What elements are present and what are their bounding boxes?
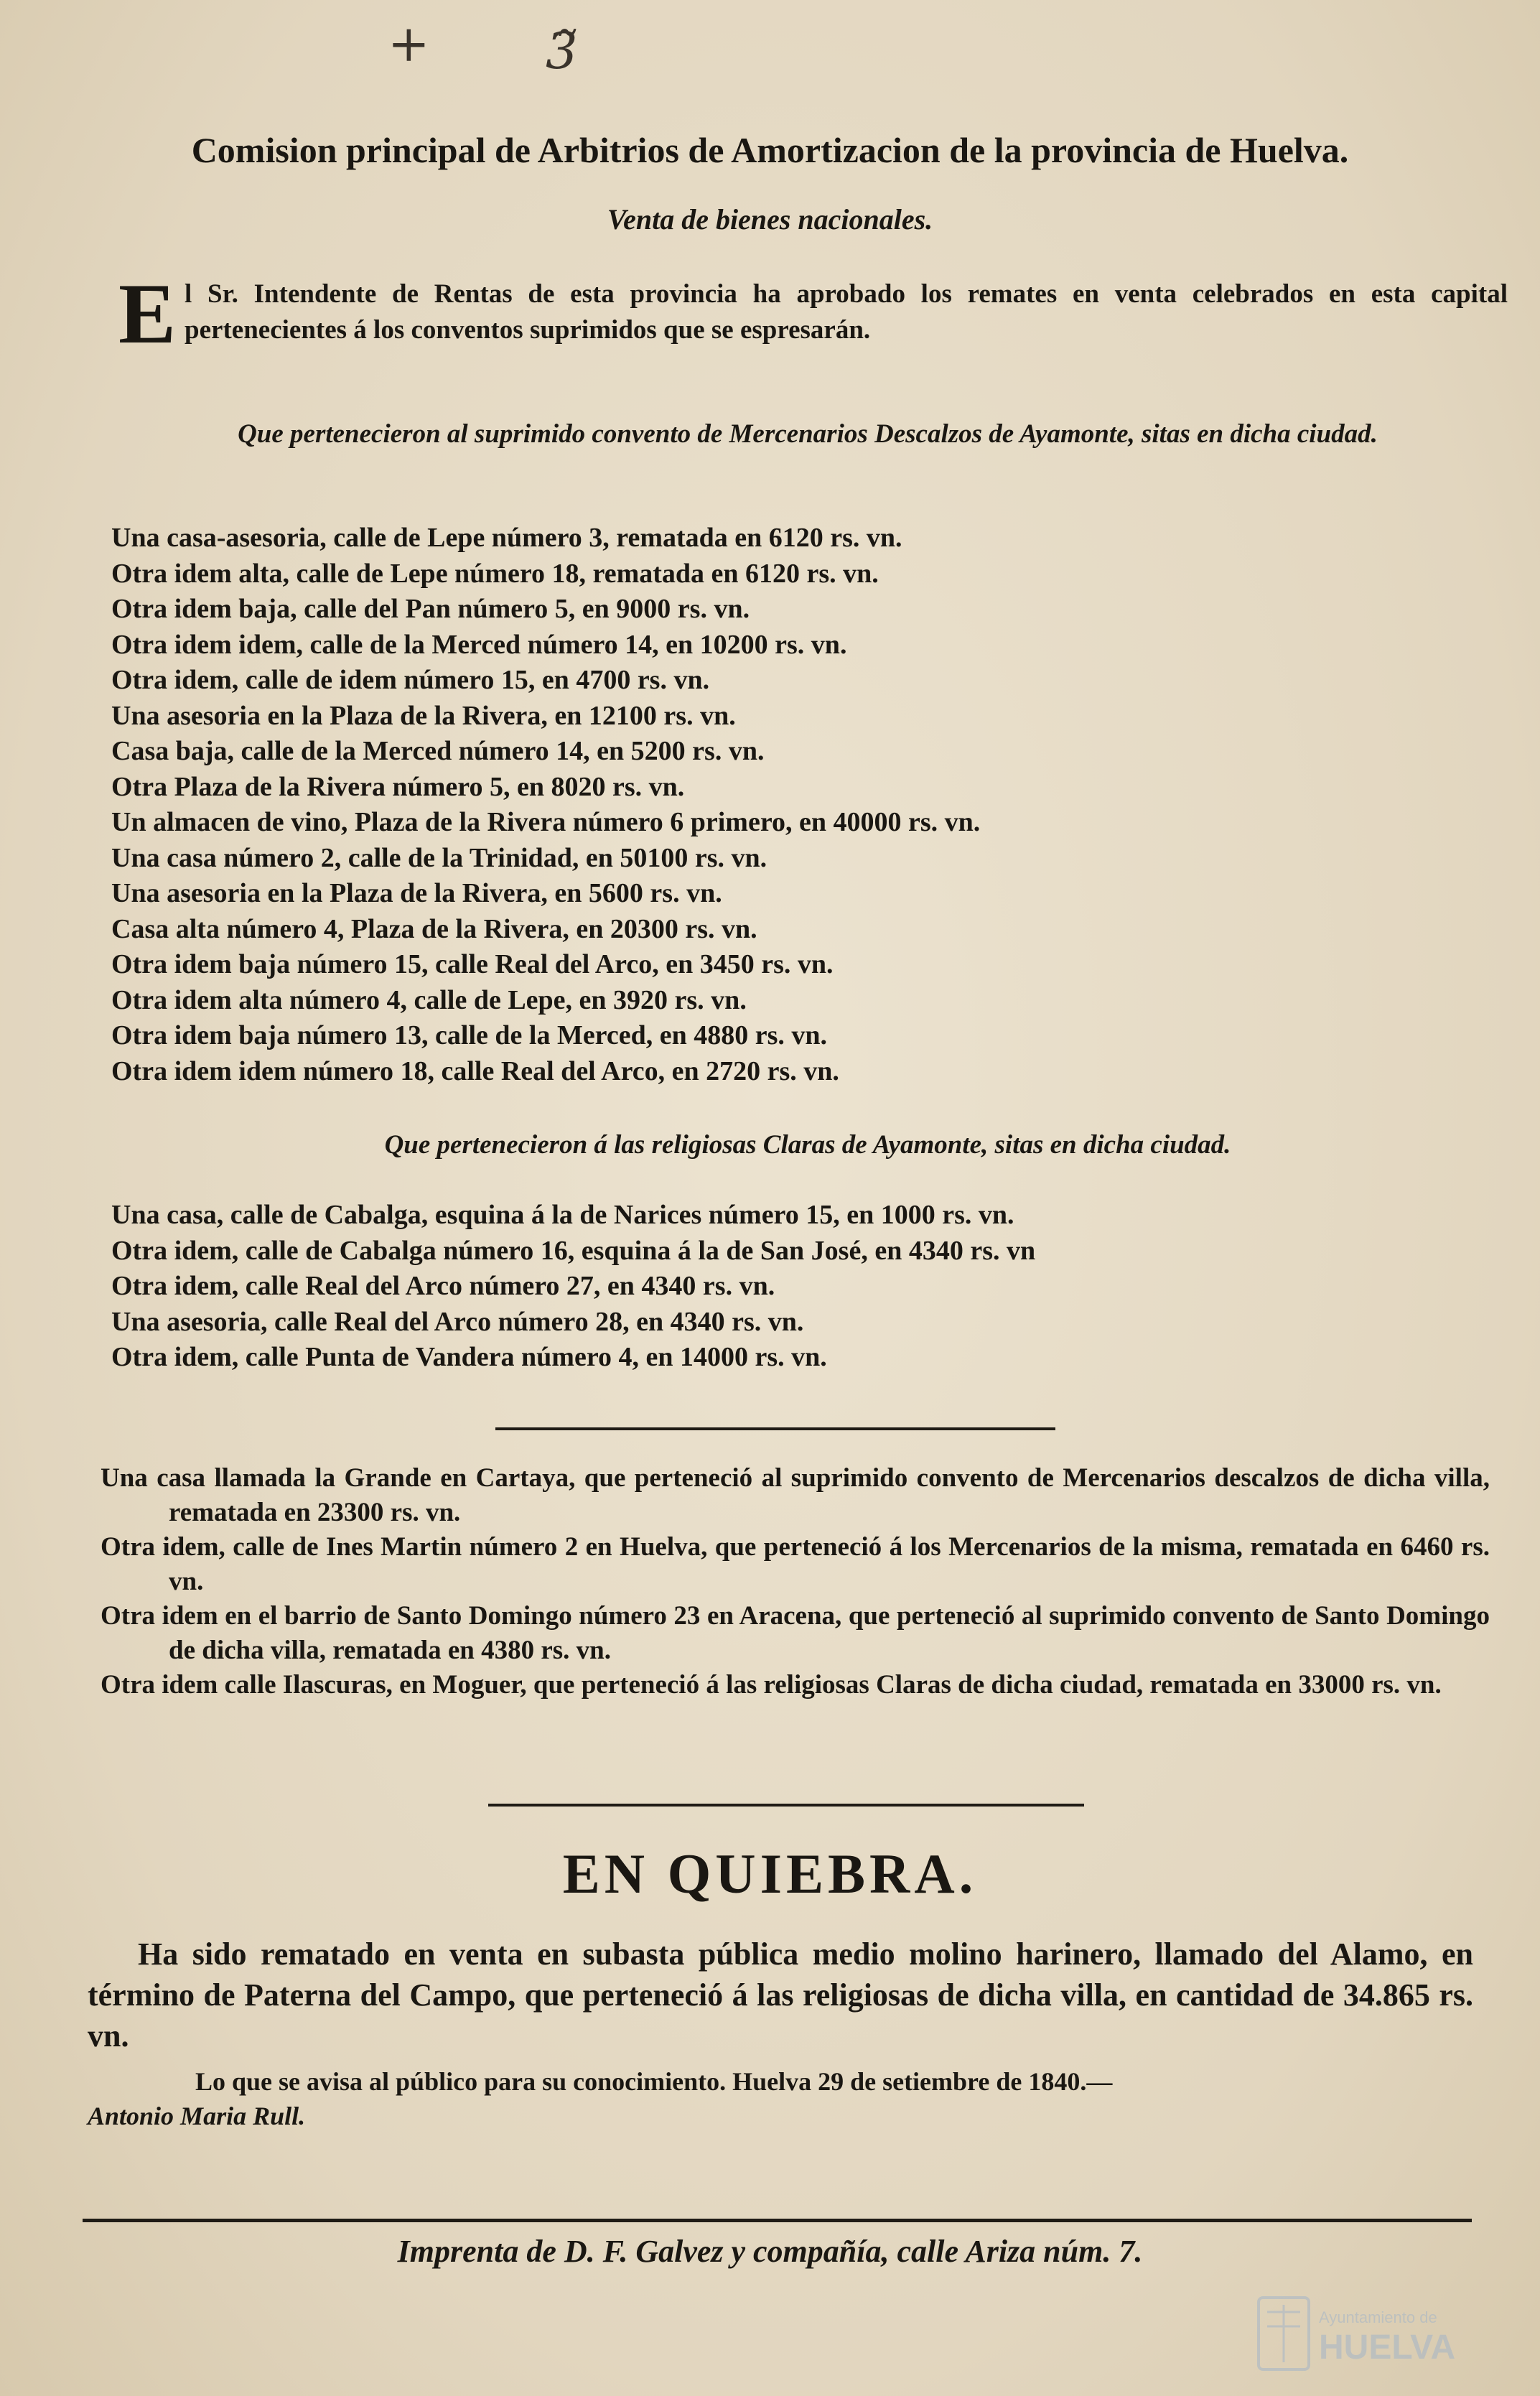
list-item: Casa baja, calle de la Merced número 14, en 5200 rs. vn.	[111, 736, 765, 766]
list-item: Una casa, calle de Cabalga, esquina á la de Narices número 15, en 1000 rs. vn.	[111, 1200, 1014, 1230]
printer-imprint: Imprenta de D. F. Galvez y compañía, calle Ariza núm. 7.	[397, 2234, 1143, 2269]
footer-divider	[83, 2219, 1472, 2222]
list-item: Una asesoria, calle Real del Arco número 28, en 4340 rs. vn.	[111, 1306, 804, 1337]
list-item: Otra idem en el barrio de Santo Domingo número 23 en Aracena, que perteneció al suprimido convento de Santo Domingo de dicha villa, rematada en 4380 rs. vn.	[101, 1601, 1490, 1665]
list-item: Otra idem calle Ilascuras, en Moguer, que perteneció á las religiosas Claras de dicha ciudad, rematada en 33000 rs. vn.	[101, 1670, 1442, 1700]
property-list-mercenarios	[111, 521, 1511, 1089]
list-item: Otra idem baja número 15, calle Real del Arco, en 3450 rs. vn.	[111, 949, 834, 979]
list-item: Otra idem, calle Punta de Vandera número 4, en 14000 rs. vn.	[111, 1342, 827, 1372]
list-item: Otra idem alta, calle de Lepe número 18, rematada en 6120 rs. vn.	[111, 558, 879, 589]
section-divider	[495, 1427, 1055, 1430]
list-item: Una asesoria en la Plaza de la Rivera, en 12100 rs. vn.	[111, 700, 736, 731]
property-list-claras	[111, 1198, 1511, 1376]
list-item: Una casa número 2, calle de la Trinidad, en 50100 rs. vn.	[111, 842, 767, 873]
quiebra-paragraph: Ha sido rematado en venta en subasta pública medio molino harinero, llamado del Alamo, en término de Paterna del Campo, que perteneció á las religiosas de dicha villa, en cantidad de 34.865 rs. vn.	[88, 1936, 1473, 2054]
section-heading-mercenarios: Que pertenecieron al suprimido convento de Mercenarios Descalzos de Ayamonte, sitas en dicha ciudad.	[238, 419, 1378, 449]
list-item: Otra idem, calle Real del Arco número 27, en 4340 rs. vn.	[111, 1271, 775, 1301]
list-item: Una casa llamada la Grande en Cartaya, que perteneció al suprimido convento de Mercenarios descalzos de dicha villa, rematada en 23300 rs. vn.	[101, 1463, 1490, 1527]
list-item: Un almacen de vino, Plaza de la Rivera número 6 primero, en 40000 rs. vn.	[111, 807, 981, 837]
handwritten-mark-left: +	[388, 14, 430, 73]
list-item: Otra idem, calle de Ines Martin número 2 en Huelva, que perteneció á los Mercenarios de la misma, rematada en 6460 rs. vn.	[101, 1532, 1490, 1596]
list-item: Una casa-asesoria, calle de Lepe número 3, rematada en 6120 rs. vn.	[111, 523, 902, 553]
watermark-small-text: Ayuntamiento de	[1319, 2308, 1437, 2326]
watermark-big-text: HUELVA	[1319, 2329, 1456, 2367]
intro-paragraph	[118, 266, 1508, 361]
list-item: Otra Plaza de la Rivera número 5, en 8020 rs. vn.	[111, 771, 685, 802]
other-properties-list	[101, 1461, 1490, 1702]
handwritten-mark-right: 3̃	[546, 22, 578, 80]
list-item: Otra idem idem número 18, calle Real del Arco, en 2720 rs. vn.	[111, 1055, 839, 1086]
document-title: Comision principal de Arbitrios de Amortizacion de la provincia de Huelva.	[191, 130, 1349, 170]
notice-text: Lo que se avisa al público para su conocimiento. Huelva 29 de setiembre de 1840.—	[195, 2067, 1113, 2096]
list-item: Otra idem baja número 13, calle de la Merced, en 4880 rs. vn.	[111, 1020, 828, 1050]
archive-watermark-logo	[1253, 2283, 1483, 2384]
section-heading-claras: Que pertenecieron á las religiosas Claras de Ayamonte, sitas en dicha ciudad.	[384, 1130, 1231, 1160]
list-item: Otra idem baja, calle del Pan número 5, en 9000 rs. vn.	[111, 594, 750, 624]
list-item: Casa alta número 4, Plaza de la Rivera, en 20300 rs. vn.	[111, 913, 757, 944]
quiebra-heading: EN QUIEBRA.	[562, 1842, 978, 1905]
document-subtitle: Venta de bienes nacionales.	[607, 203, 933, 236]
section-divider	[488, 1804, 1084, 1807]
drop-cap: E	[118, 266, 177, 361]
list-item: Una asesoria en la Plaza de la Rivera, en 5600 rs. vn.	[111, 878, 722, 908]
crest-detail-icon	[1267, 2305, 1300, 2362]
list-item: Otra idem, calle de idem número 15, en 4700 rs. vn.	[111, 665, 710, 695]
signature: Antonio Maria Rull.	[88, 2102, 306, 2130]
intro-text: l Sr. Intendente de Rentas de esta provincia ha aprobado los remates en venta celebrados en esta capital pertenecientes á los conventos suprimidos que se espresarán.	[185, 279, 1508, 345]
closing-notice	[88, 2064, 1473, 2133]
list-item: Otra idem idem, calle de la Merced número 14, en 10200 rs. vn.	[111, 629, 847, 660]
list-item: Otra idem alta número 4, calle de Lepe, en 3920 rs. vn.	[111, 984, 747, 1015]
list-item: Otra idem, calle de Cabalga número 16, esquina á la de San José, en 4340 rs. vn	[111, 1235, 1036, 1266]
